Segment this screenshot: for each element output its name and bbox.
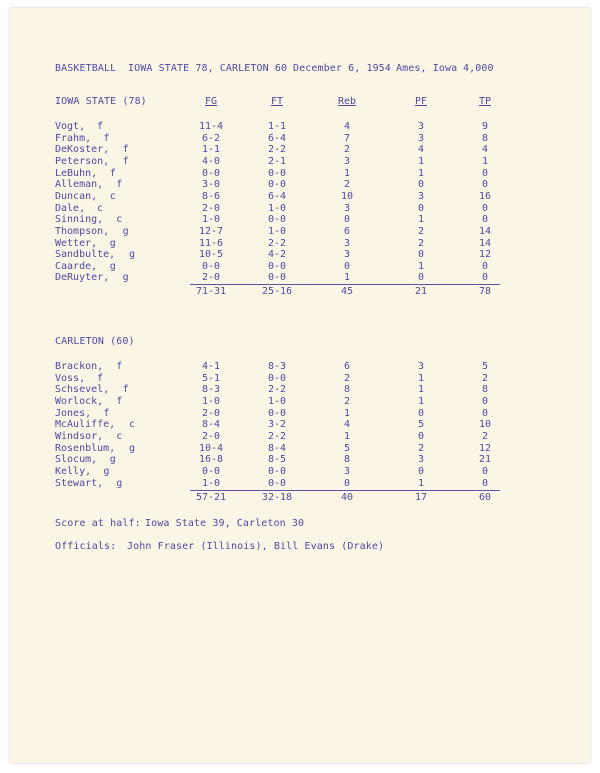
- stat-cell: 0-0: [201, 168, 221, 179]
- stat-cell: 0: [417, 431, 425, 442]
- player-position: f: [97, 373, 104, 384]
- stat-cell: 3: [343, 203, 351, 214]
- stat-cell: 3: [417, 191, 425, 202]
- stat-cell: 2: [417, 226, 425, 237]
- stat-cell: 0: [481, 168, 489, 179]
- stat-cell: 10: [340, 191, 354, 202]
- stat-cell: 0: [481, 272, 489, 283]
- stat-cell: 2-0: [201, 408, 221, 419]
- stat-cell: 0: [481, 203, 489, 214]
- stat-cell: 0: [343, 261, 351, 272]
- stat-cell: 0: [417, 203, 425, 214]
- player-position: f: [116, 361, 123, 372]
- stat-cell: 0: [481, 466, 489, 477]
- stat-cell: 4: [481, 144, 489, 155]
- player-name: Schsevel,: [55, 384, 110, 395]
- stat-cell: 0-0: [267, 179, 287, 190]
- stat-cell: 11-4: [198, 121, 224, 132]
- player-position: c: [109, 191, 116, 202]
- halftime-label: Score at half:: [55, 518, 141, 529]
- stat-cell: 0: [481, 408, 489, 419]
- player-name: Jones,: [55, 408, 92, 419]
- player-position: f: [103, 133, 110, 144]
- player-name: Worlock,: [55, 396, 104, 407]
- stat-cell: 5-1: [201, 373, 221, 384]
- player-position: f: [122, 144, 129, 155]
- stat-cell: 0: [417, 249, 425, 260]
- player-name: DeRuyter,: [55, 272, 110, 283]
- stat-cell: 8: [343, 454, 351, 465]
- stat-cell: 1: [417, 396, 425, 407]
- stat-cell: 0: [481, 396, 489, 407]
- player-name: Stewart,: [55, 478, 104, 489]
- stat-cell: 0-0: [201, 261, 221, 272]
- stat-cell: 8-5: [267, 454, 287, 465]
- stat-cell: 0: [417, 408, 425, 419]
- total-cell: 25-16: [261, 286, 293, 297]
- stat-cell: 0-0: [267, 214, 287, 225]
- player-position: g: [109, 238, 116, 249]
- player-name: Slocum,: [55, 454, 98, 465]
- stat-cell: 0-0: [267, 261, 287, 272]
- stat-cell: 3-2: [267, 419, 287, 430]
- player-position: c: [129, 419, 136, 430]
- team-heading: CARLETON (60): [55, 336, 135, 347]
- player-position: f: [103, 408, 110, 419]
- stat-cell: 1-1: [201, 144, 221, 155]
- stat-cell: 10: [478, 419, 492, 430]
- stat-cell: 10-5: [198, 249, 224, 260]
- player-position: c: [97, 203, 104, 214]
- stat-cell: 2-2: [267, 431, 287, 442]
- player-name: McAuliffe,: [55, 419, 116, 430]
- player-position: f: [116, 179, 123, 190]
- player-name: Sinning,: [55, 214, 104, 225]
- stat-cell: 2: [481, 373, 489, 384]
- stat-cell: 2: [481, 431, 489, 442]
- stat-cell: 0: [343, 478, 351, 489]
- stat-cell: 1-0: [201, 214, 221, 225]
- stat-cell: 21: [478, 454, 492, 465]
- player-position: g: [109, 261, 116, 272]
- stat-cell: 8-3: [201, 384, 221, 395]
- stat-cell: 4: [343, 121, 351, 132]
- officials-names: John Fraser (Illinois), Bill Evans (Drake): [127, 541, 385, 552]
- stat-cell: 7: [343, 133, 351, 144]
- stat-cell: 0: [481, 214, 489, 225]
- stat-cell: 2-2: [267, 384, 287, 395]
- stat-cell: 10-4: [198, 443, 224, 454]
- player-name: Rosenblum,: [55, 443, 116, 454]
- stat-cell: 2: [417, 443, 425, 454]
- player-name: Brackon,: [55, 361, 104, 372]
- player-name: Vogt,: [55, 121, 86, 132]
- stat-cell: 16-8: [198, 454, 224, 465]
- column-header: FG: [204, 96, 218, 107]
- stat-cell: 4-2: [267, 249, 287, 260]
- stat-cell: 0: [481, 179, 489, 190]
- stat-cell: 2-2: [267, 144, 287, 155]
- stat-cell: 6-2: [201, 133, 221, 144]
- stat-cell: 1: [417, 478, 425, 489]
- stat-cell: 5: [417, 419, 425, 430]
- stat-cell: 8-3: [267, 361, 287, 372]
- stat-cell: 9: [481, 121, 489, 132]
- player-position: g: [122, 226, 129, 237]
- stat-cell: 1: [343, 168, 351, 179]
- stat-cell: 1: [417, 214, 425, 225]
- player-name: Alleman,: [55, 179, 104, 190]
- stat-cell: 14: [478, 226, 492, 237]
- total-cell: 78: [478, 286, 492, 297]
- player-name: Wetter,: [55, 238, 98, 249]
- stat-cell: 1-0: [201, 396, 221, 407]
- stat-cell: 5: [343, 443, 351, 454]
- total-cell: 32-18: [261, 492, 293, 503]
- player-name: Voss,: [55, 373, 86, 384]
- totals-rule: [190, 490, 500, 491]
- stat-cell: 2-0: [201, 203, 221, 214]
- stat-cell: 1-0: [267, 226, 287, 237]
- stat-cell: 12: [478, 443, 492, 454]
- player-position: f: [97, 121, 104, 132]
- stat-cell: 0: [481, 478, 489, 489]
- player-name: LeBuhn,: [55, 168, 98, 179]
- total-cell: 17: [414, 492, 428, 503]
- stat-cell: 6: [343, 361, 351, 372]
- total-cell: 21: [414, 286, 428, 297]
- stat-cell: 4: [343, 419, 351, 430]
- stat-cell: 2: [343, 373, 351, 384]
- stat-cell: 1: [417, 168, 425, 179]
- stat-cell: 12-7: [198, 226, 224, 237]
- player-name: Caarde,: [55, 261, 98, 272]
- stat-cell: 0: [417, 272, 425, 283]
- stat-cell: 0-0: [267, 373, 287, 384]
- stat-cell: 3: [343, 466, 351, 477]
- stat-cell: 0-0: [201, 466, 221, 477]
- stat-cell: 2: [417, 238, 425, 249]
- stat-cell: 1: [343, 431, 351, 442]
- player-name: Sandbulte,: [55, 249, 116, 260]
- header-game: IOWA STATE 78, CARLETON 60: [128, 63, 288, 74]
- stat-cell: 12: [478, 249, 492, 260]
- stat-cell: 6-4: [267, 191, 287, 202]
- stat-cell: 1: [417, 384, 425, 395]
- stat-cell: 2-0: [201, 272, 221, 283]
- player-position: f: [122, 384, 129, 395]
- total-cell: 71-31: [195, 286, 227, 297]
- stat-cell: 1: [417, 261, 425, 272]
- column-header: PF: [414, 96, 428, 107]
- total-cell: 45: [340, 286, 354, 297]
- player-name: DeKoster,: [55, 144, 110, 155]
- stat-cell: 1: [343, 272, 351, 283]
- column-header: TP: [478, 96, 492, 107]
- stat-cell: 8-4: [201, 419, 221, 430]
- stat-cell: 2-2: [267, 238, 287, 249]
- stat-cell: 1-1: [267, 121, 287, 132]
- player-position: c: [116, 214, 123, 225]
- player-position: g: [109, 454, 116, 465]
- stat-cell: 2: [343, 396, 351, 407]
- player-name: Frahm,: [55, 133, 92, 144]
- stat-cell: 3: [417, 133, 425, 144]
- totals-rule: [190, 284, 500, 285]
- stat-cell: 1: [481, 156, 489, 167]
- stat-cell: 8-6: [201, 191, 221, 202]
- player-position: g: [129, 443, 136, 454]
- stat-cell: 4-1: [201, 361, 221, 372]
- player-position: g: [116, 478, 123, 489]
- stat-cell: 3: [417, 121, 425, 132]
- stat-cell: 0-0: [267, 408, 287, 419]
- column-header: Reb: [337, 96, 357, 107]
- stat-cell: 0-0: [267, 168, 287, 179]
- stat-cell: 0: [417, 466, 425, 477]
- stat-cell: 4: [417, 144, 425, 155]
- player-name: Dale,: [55, 203, 86, 214]
- officials-label: Officials:: [55, 541, 117, 552]
- halftime-score: Iowa State 39, Carleton 30: [145, 518, 305, 529]
- player-position: g: [122, 272, 129, 283]
- stat-cell: 1-0: [267, 203, 287, 214]
- stat-cell: 2-0: [201, 431, 221, 442]
- stat-cell: 1: [417, 156, 425, 167]
- stat-cell: 0: [343, 214, 351, 225]
- player-name: Duncan,: [55, 191, 98, 202]
- stat-cell: 2: [343, 179, 351, 190]
- stat-cell: 2-1: [267, 156, 287, 167]
- header-date: December 6, 1954: [293, 63, 391, 74]
- player-position: f: [116, 396, 123, 407]
- player-position: g: [103, 466, 110, 477]
- team-heading: IOWA STATE (78): [55, 96, 147, 107]
- stat-cell: 14: [478, 238, 492, 249]
- stat-cell: 6-4: [267, 133, 287, 144]
- stat-cell: 3: [417, 361, 425, 372]
- player-name: Kelly,: [55, 466, 92, 477]
- total-cell: 60: [478, 492, 492, 503]
- column-header: FT: [270, 96, 284, 107]
- stat-cell: 0: [417, 179, 425, 190]
- player-name: Windsor,: [55, 431, 104, 442]
- stat-cell: 8: [481, 384, 489, 395]
- stat-cell: 4-0: [201, 156, 221, 167]
- stat-cell: 0: [481, 261, 489, 272]
- player-position: g: [129, 249, 136, 260]
- header-attendance: 4,000: [463, 63, 494, 74]
- stat-cell: 8: [481, 133, 489, 144]
- stat-cell: 3: [417, 454, 425, 465]
- stat-cell: 1-0: [267, 396, 287, 407]
- player-position: f: [109, 168, 116, 179]
- stat-cell: 2: [343, 144, 351, 155]
- stat-cell: 8: [343, 384, 351, 395]
- player-position: c: [116, 431, 123, 442]
- header-location: Ames, Iowa: [396, 63, 458, 74]
- stat-cell: 0-0: [267, 466, 287, 477]
- stat-cell: 5: [481, 361, 489, 372]
- player-name: Peterson,: [55, 156, 110, 167]
- header-sport: BASKETBALL: [55, 63, 117, 74]
- stat-cell: 3: [343, 249, 351, 260]
- stat-cell: 1: [417, 373, 425, 384]
- stat-cell: 8-4: [267, 443, 287, 454]
- player-name: Thompson,: [55, 226, 110, 237]
- player-position: f: [122, 156, 129, 167]
- total-cell: 40: [340, 492, 354, 503]
- stat-cell: 3-0: [201, 179, 221, 190]
- stat-cell: 0-0: [267, 478, 287, 489]
- stat-cell: 1: [343, 408, 351, 419]
- stat-cell: 0-0: [267, 272, 287, 283]
- stat-cell: 1-0: [201, 478, 221, 489]
- stat-cell: 16: [478, 191, 492, 202]
- stat-cell: 3: [343, 156, 351, 167]
- stat-cell: 11-6: [198, 238, 224, 249]
- total-cell: 57-21: [195, 492, 227, 503]
- stat-cell: 3: [343, 238, 351, 249]
- stat-cell: 6: [343, 226, 351, 237]
